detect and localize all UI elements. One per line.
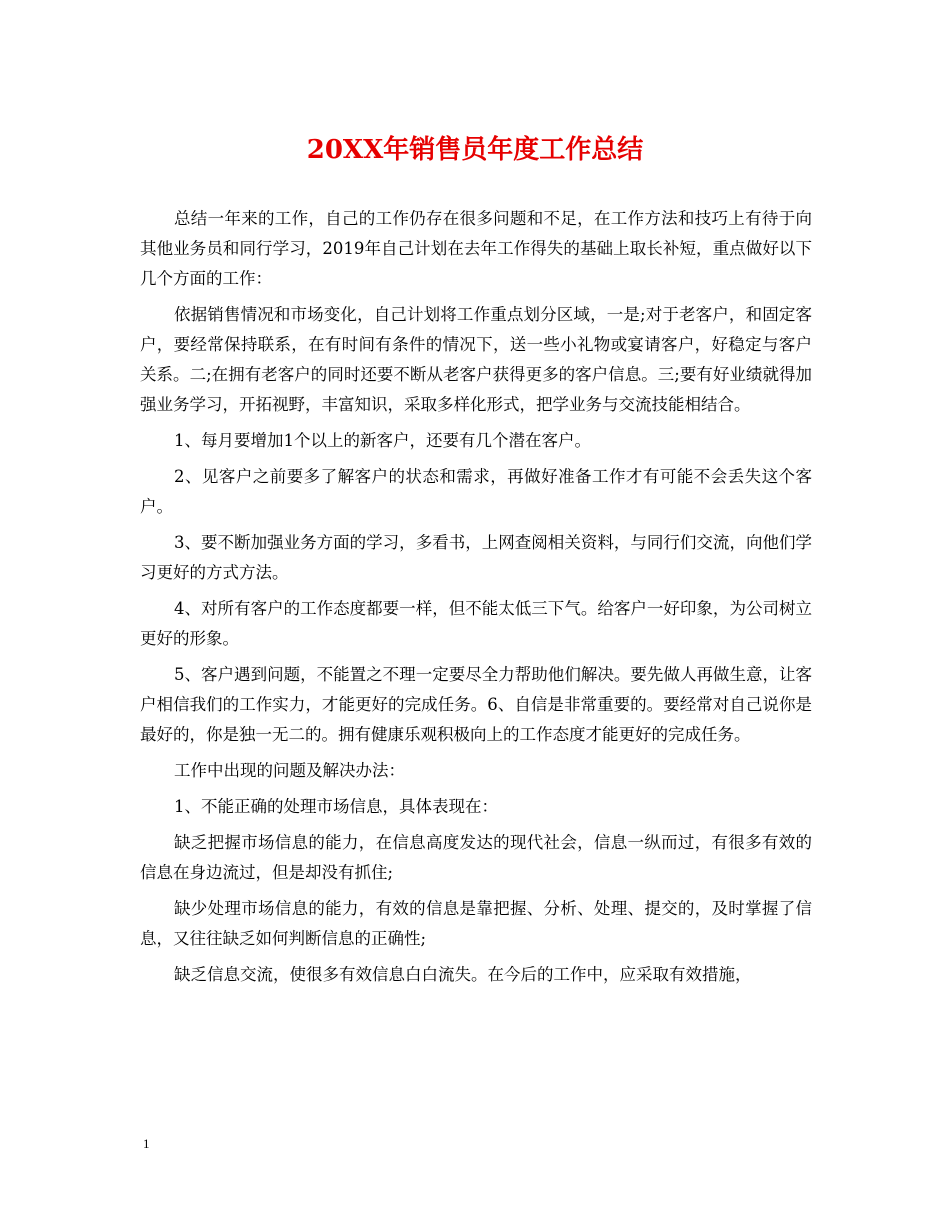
document-title: 20XX年销售员年度工作总结	[306, 135, 644, 165]
list-item: 1、不能正确的处理市场信息，具体表现在：	[174, 797, 498, 816]
paragraph: 缺乏信息交流，使很多有效信息白白流失。在今后的工作中，应采取有效措施，	[174, 965, 752, 984]
paragraph: 总结一年来的工作，自己的工作仍存在很多问题和不足，在工作方法和技巧上有待于向其他业务员和同行学习，2019年自己计划在去年工作得失的基础上取长补短，重点做好以下几个方面的工作：	[140, 209, 812, 288]
list-item: 4、对所有客户的工作态度都要一样，但不能太低三下气。给客户一好印象，为公司树立更好的形象。	[140, 599, 812, 648]
section-heading: 工作中出现的问题及解决办法：	[174, 761, 405, 780]
page-number: 1	[143, 1136, 150, 1151]
list-item: 2、见客户之前要多了解客户的状态和需求，再做好准备工作才有可能不会丢失这个客户。	[140, 467, 812, 516]
list-item: 5、客户遇到问题，不能置之不理一定要尽全力帮助他们解决。要先做人再做生意，让客户相信我们的工作实力，才能更好的完成任务。6、自信是非常重要的。要经常对自己说你是最好的，你是独一无二的。拥有健康乐观积极向上的工作态度才能更好的完成任务。	[140, 665, 812, 744]
list-item: 3、要不断加强业务方面的学习，多看书，上网查阅相关资料，与同行们交流，向他们学习更好的方式方法。	[140, 533, 812, 582]
document-body	[140, 204, 812, 996]
paragraph: 缺乏把握市场信息的能力，在信息高度发达的现代社会，信息一纵而过，有很多有效的信息在身边流过，但是却没有抓住;	[140, 833, 812, 882]
paragraph: 缺少处理市场信息的能力，有效的信息是靠把握、分析、处理、提交的，及时掌握了信息，又往往缺乏如何判断信息的正确性;	[140, 899, 812, 948]
list-item: 1、每月要增加1个以上的新客户，还要有几个潜在客户。	[174, 431, 591, 450]
paragraph: 依据销售情况和市场变化，自己计划将工作重点划分区域，一是;对于老客户，和固定客户，要经常保持联系，在有时间有条件的情况下，送一些小礼物或宴请客户，好稳定与客户关系。二;在拥有老客户的同时还要不断从老客户获得更多的客户信息。三;要有好业绩就得加强业务学习，开拓视野，丰富知识，采取多样化形式，把学业务与交流技能相结合。	[140, 305, 812, 414]
